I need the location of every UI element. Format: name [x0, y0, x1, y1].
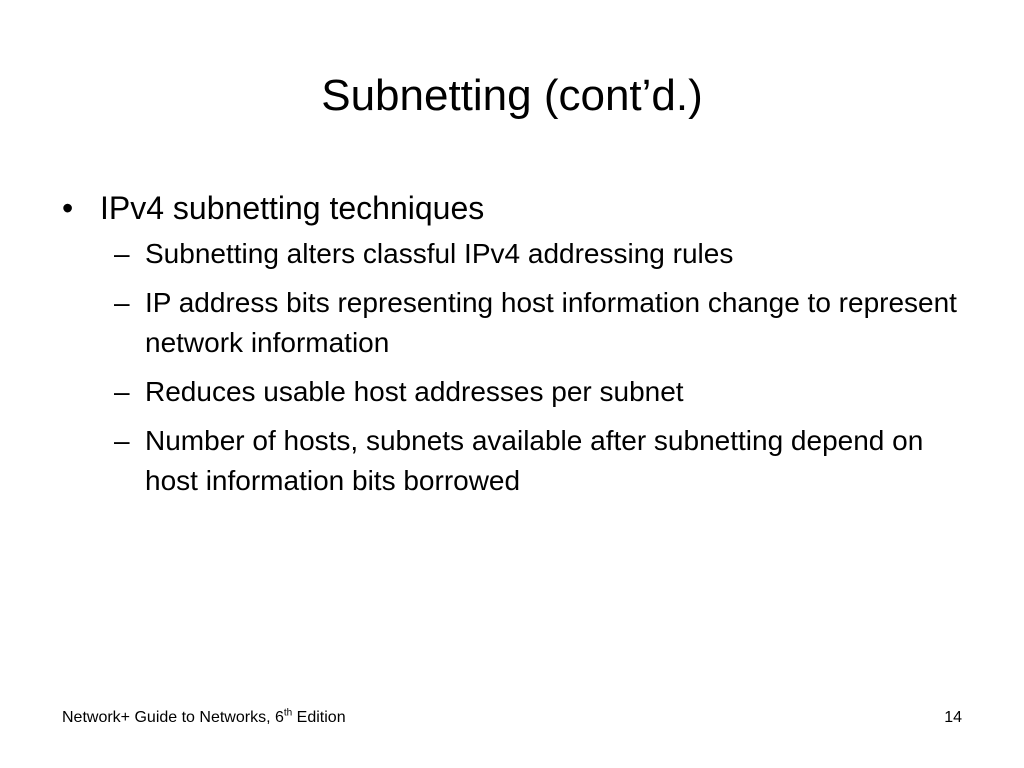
slide-title: Subnetting (cont’d.) — [321, 71, 703, 120]
sub-bullet-item — [114, 234, 962, 274]
footer-book-prefix: Network+ Guide to Networks, 6 — [62, 709, 284, 726]
sub-bullet-text: Subnetting alters classful IPv4 addressing rules — [145, 238, 734, 269]
sub-bullet-item — [114, 372, 962, 412]
footer-book-title — [62, 706, 346, 730]
bullet-icon: • — [62, 190, 74, 226]
sub-bullet-item — [114, 283, 962, 363]
dash-icon: – — [114, 425, 130, 456]
footer-book-suffix: Edition — [292, 709, 346, 726]
dash-icon: – — [114, 287, 130, 318]
bullet-item — [62, 186, 962, 230]
bullet-text: IPv4 subnetting techniques — [100, 190, 485, 226]
sub-bullet-text: IP address bits representing host information change to represent network information — [145, 287, 957, 358]
sub-bullet-text: Reduces usable host addresses per subnet — [145, 376, 684, 407]
dash-icon: – — [114, 376, 130, 407]
dash-icon: – — [114, 238, 130, 269]
slide-content — [62, 186, 962, 510]
footer-book-superscript: th — [283, 707, 293, 719]
page-number: 14 — [944, 709, 962, 726]
sub-bullet-item — [114, 421, 962, 501]
sub-bullet-text: Number of hosts, subnets available after subnetting depend on host information bits borrowed — [145, 425, 924, 496]
